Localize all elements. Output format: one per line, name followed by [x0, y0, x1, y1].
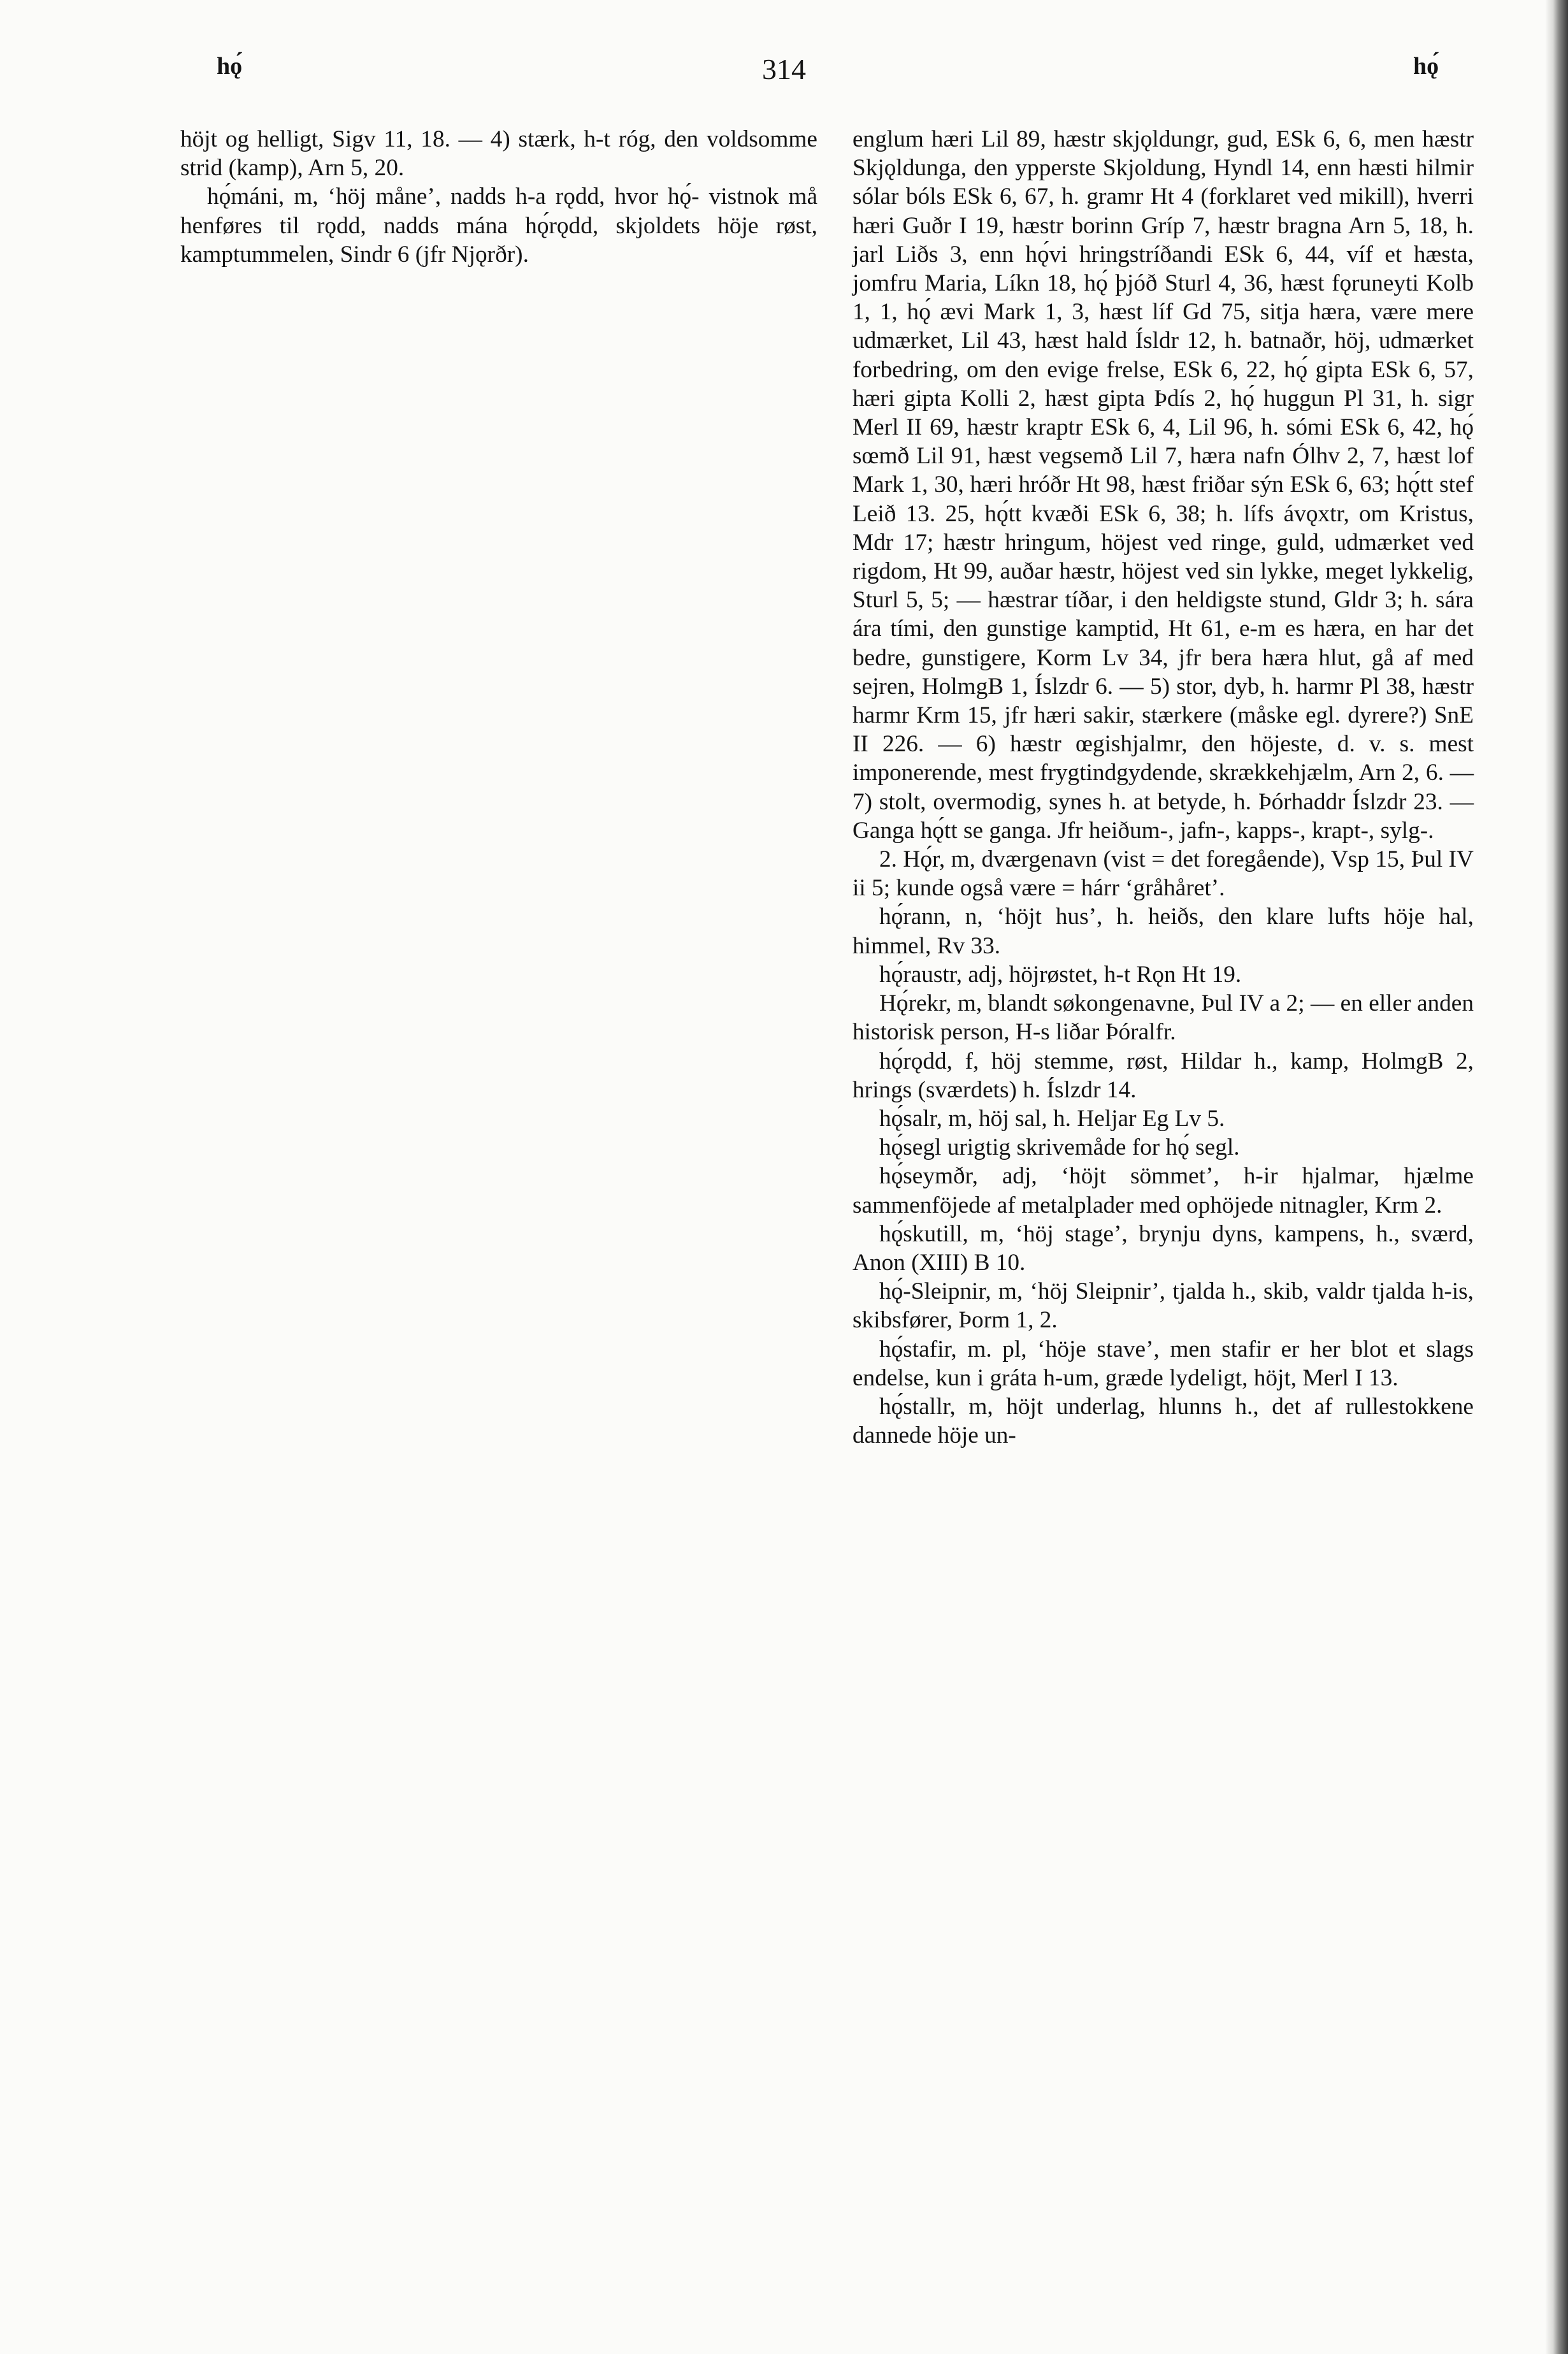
paragraph: höjt og helligt, Sigv 11, 18. — 4) stærk, h-t róg, den voldsomme strid (kamp), Arn 5, 20.	[180, 126, 817, 182]
header-right-word: hǫ́	[1413, 53, 1439, 80]
right-column	[852, 125, 1474, 1450]
paragraph: hǫ́raustr, adj, höjrøstet, h-t Rǫn Ht 19.	[879, 961, 1242, 988]
paragraph: hǫ́-Sleipnir, m, ‘höj Sleipnir’, tjalda h., skib, valdr tjalda h-is, skibsfører, Þorm 1, 2.	[852, 1278, 1474, 1334]
paragraph: hǫ́salr, m, höj sal, h. Heljar Eg Lv 5.	[879, 1105, 1225, 1132]
paragraph: hǫ́máni, m, ‘höj måne’, nadds h-a rǫdd, hvor hǫ́- vistnok må henføres til rǫdd, nadds mána hǫ́rǫdd, skjoldets höje røst, kamptummelen, Sindr 6 (jfr Njǫrðr).	[180, 184, 817, 268]
paragraph: 2. Hǫ́r, m, dværgenavn (vist = det foregående), Vsp 15, Þul IV ii 5; kunde også være = hárr ‘gråhåret’.	[852, 846, 1474, 902]
paragraph: hǫ́segl urigtig skrivemåde for hǫ́ segl.	[879, 1134, 1240, 1161]
paragraph: hǫ́skutill, m, ‘höj stage’, brynju dyns, kampens, h., sværd, Anon (XIII) B 10.	[852, 1220, 1474, 1276]
paragraph: hǫ́rann, n, ‘höjt hus’, h. heiðs, den klare lufts höje hal, himmel, Rv 33.	[852, 904, 1474, 959]
header-left-word: hǫ́	[217, 53, 243, 80]
paragraph: hǫ́stallr, m, höjt underlag, hlunns h., det af rullestokkene dannede höje un-	[852, 1393, 1474, 1449]
page-number: 314	[762, 53, 806, 85]
paragraph: hǫ́rǫdd, f, höj stemme, røst, Hildar h., kamp, HolmgB 2, hrings (sværdets) h. Íslzdr 14.	[852, 1048, 1474, 1103]
paragraph: hǫ́stafir, m. pl, ‘höje stave’, men stafir er her blot et slags endelse, kun i gráta h-um, græde lydeligt, höjt, Merl I 13.	[852, 1336, 1474, 1391]
paragraph: Hǫ́rekr, m, blandt søkongenavne, Þul IV a 2; — en eller anden historisk person, H-s liðar Þóralfr.	[852, 990, 1474, 1046]
left-column	[180, 125, 817, 269]
paragraph: englum hæri Lil 89, hæstr skjǫldungr, gud, ESk 6, 6, men hæstr Skjǫldunga, den ypperste Skjoldung, Hyndl 14, enn hæsti hilmir sólar bóls ESk 6, 67, h. gramr Ht 4 (forklaret ved mikill), hverri hæri Guðr I 19, hæstr borinn Gríp 7, hæstr bragna Arn 5, 18, h. jarl Liðs 3, enn hǫ́vi hringstríðandi ESk 6, 44, víf et hæsta, jomfru Maria, Líkn 18, hǫ́ þjóð Sturl 4, 36, hæst fǫruneyti Kolb 1, 1, hǫ́ ævi Mark 1, 3, hæst líf Gd 75, sitja hæra, være mere udmærket, Lil 43, hæst hald Ísldr 12, h. batnaðr, höj, udmærket forbedring, om den evige frelse, ESk 6, 22, hǫ́ gipta ESk 6, 57, hæri gipta Kolli 2, hæst gipta Þdís 2, hǫ́ huggun Pl 31, h. sigr Merl II 69, hæstr kraptr ESk 6, 4, Lil 96, h. sómi ESk 6, 42, hǫ́ sœmð Lil 91, hæst vegsemð Lil 7, hæra nafn Ólhv 2, 7, hæst lof Mark 1, 30, hæri hróðr Ht 98, hæst friðar sýn ESk 6, 63; hǫ́tt stef Leið 13. 25, hǫ́tt kvæði ESk 6, 38; h. lífs ávǫxtr, om Kristus, Mdr 17; hæstr hringum, höjest ved ringe, guld, udmærket ved rigdom, Ht 99, auðar hæstr, höjest ved sin lykke, meget lykkelig, Sturl 5, 5; — hæstrar tíðar, i den heldigste stund, Gldr 3; h. sára ára tími, den gunstige kamptid, Ht 61, e-m es hæra, en har det bedre, gunstigere, Korm Lv 34, jfr bera hæra hlut, gå af med sejren, HolmgB 1, Íslzdr 6. — 5) stor, dyb, h. harmr Pl 38, hæstr harmr Krm 15, jfr hæri sakir, stærkere (måske egl. dyrere?) SnE II 226. — 6) hæstr œgishjalmr, den höjeste, d. v. s. mest imponerende, mest frygtindgydende, skrækkehjælm, Arn 2, 6. — 7) stolt, overmodig, synes h. at betyde, h. Þórhaddr Íslzdr 23. — Ganga hǫ́tt se ganga. Jfr heiðum-, jafn-, kapps-, krapt-, sylg-.	[852, 126, 1474, 844]
paragraph: hǫ́seymðr, adj, ‘höjt sömmet’, h-ir hjalmar, hjælme sammenföjede af metalplader med ophöjede nitnagler, Krm 2.	[852, 1163, 1474, 1218]
page-edge-shadow	[1545, 0, 1568, 2354]
page-header	[0, 52, 1568, 103]
